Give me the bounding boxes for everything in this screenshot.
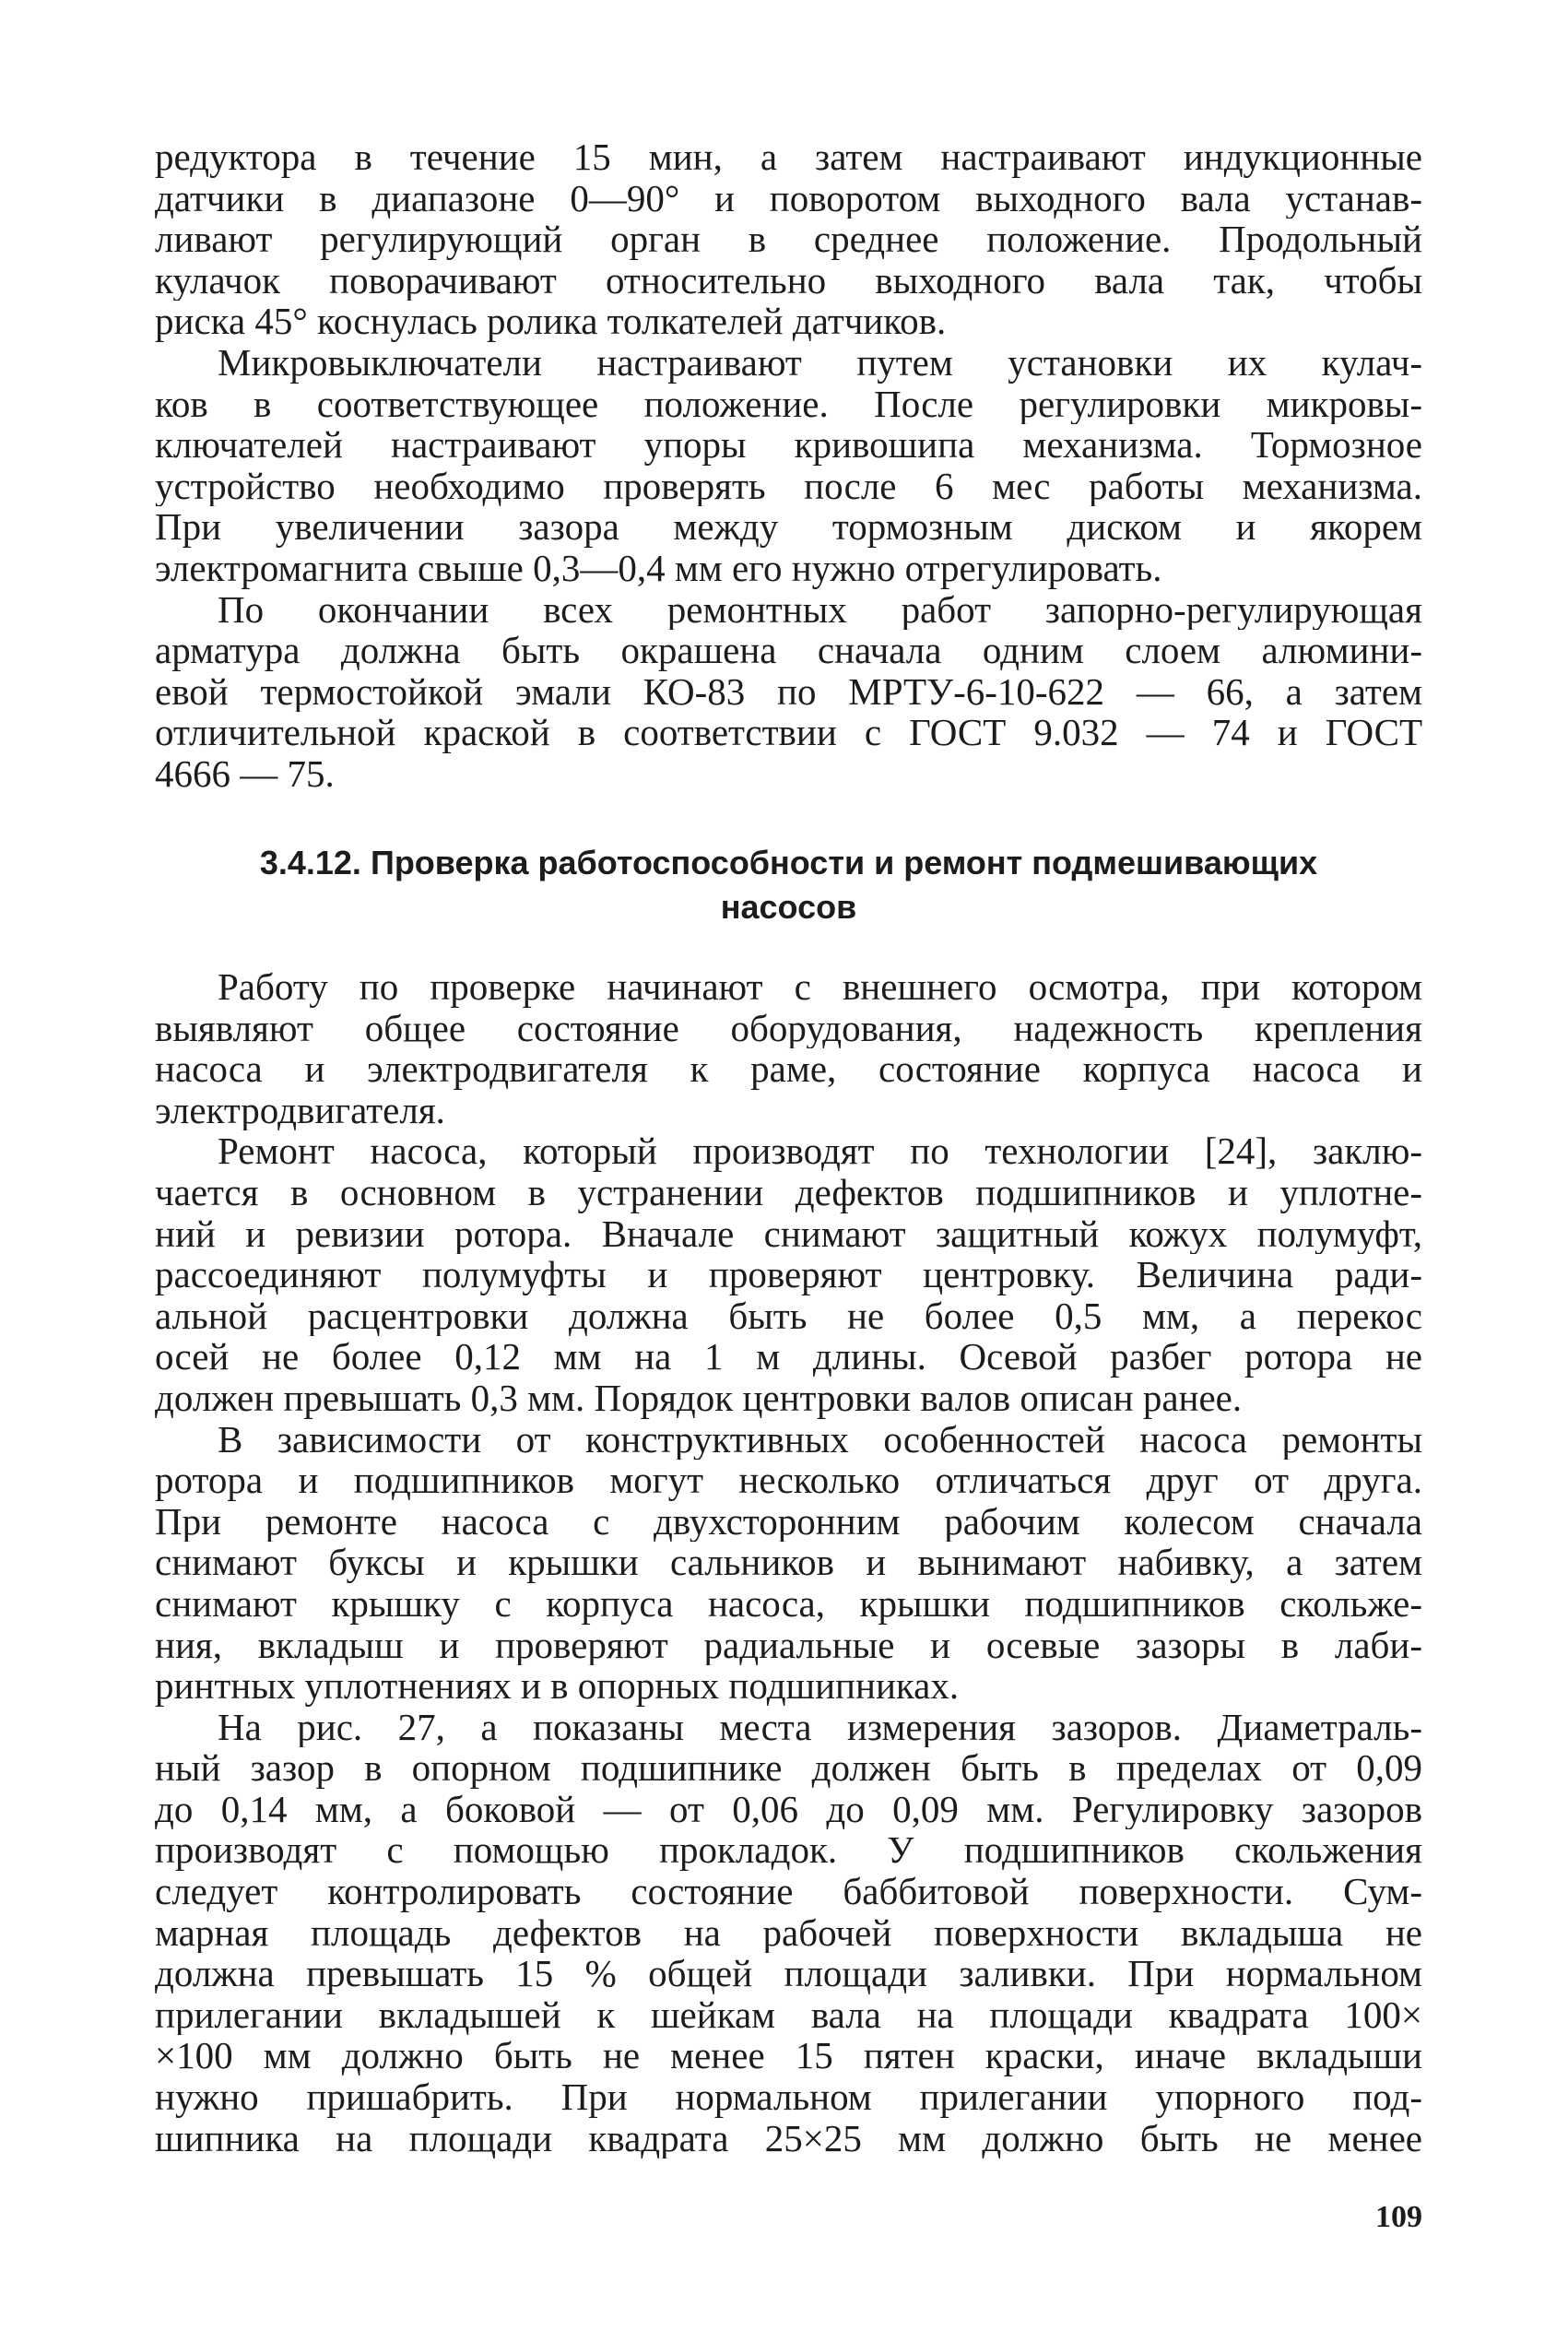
paragraph [155,1419,1422,1707]
section-heading-line: насосов [720,888,857,926]
text-line: На рис. 27, а показаны места измерения зазоров. Диаметраль- [218,1706,1422,1748]
text-line: выявляют общее состояние оборудования, надежность крепления [155,1007,1422,1049]
text-line: альной расцентровки должна быть не более 0,5 мм, а перекос [155,1295,1422,1337]
text-line: чается в основном в устранении дефектов подшипников и уплотне- [155,1171,1422,1213]
paragraph [155,342,1422,589]
text-line: кулачок поворачивают относительно выходного вала так, чтобы [155,259,1422,302]
paragraph [155,1130,1422,1418]
text-line: до 0,14 мм, а боковой — от 0,06 до 0,09 мм. Регулировку зазоров [155,1788,1422,1830]
text-line: В зависимости от конструктивных особенностей насоса ремонты [218,1418,1422,1461]
text-line: должен превышать 0,3 мм. Порядок центровки валов описан ранее. [155,1377,1243,1419]
section-heading-line: 3.4.12. Проверка работоспособности и ремонт подмешивающих [259,844,1318,881]
text-line: Микровыключатели настраивают путем установки их кулач- [218,341,1422,384]
text-line: евой термостойкой эмали КО-83 по МРТУ-6-10-622 — 66, а затем [155,670,1422,713]
paragraph [155,1707,1422,2159]
text-line: ный зазор в опорном подшипнике должен быть в пределах от 0,09 [155,1747,1422,1789]
bottom-text-block [155,966,1422,2159]
text-line: редуктора в течение 15 мин, а затем настраивают индукционные [155,136,1422,178]
text-line: рассоединяют полумуфты и проверяют центровку. Величина ради- [155,1254,1422,1295]
text-line: осей не более 0,12 мм на 1 м длины. Осевой разбег ротора не [155,1336,1422,1378]
text-line: снимают буксы и крышки сальников и вынимают набивку, а затем [155,1542,1422,1583]
text-line: 4666 — 75. [155,752,335,795]
text-line: По окончании всех ремонтных работ запорно-регулирующая [218,588,1422,631]
text-line: риска 45° коснулась ролика толкателей датчиков. [155,301,947,342]
text-line: арматура должна быть окрашена сначала одним слоем алюмини- [155,630,1422,671]
text-line: снимают крышку с корпуса насоса, крышки подшипников скольже- [155,1582,1422,1625]
text-line: ринтных уплотнениях и в опорных подшипниках. [155,1665,960,1707]
text-line: ний и ревизии ротора. Вначале снимают защитный кожух полумуфт, [155,1212,1422,1255]
paragraph [155,966,1422,1130]
text-line: При ремонте насоса с двухсторонним рабочим колесом сначала [155,1500,1422,1543]
text-line: ния, вкладыш и проверяют радиальные и осевые зазоры в лаби- [155,1624,1422,1666]
text-line: прилегании вкладышей к шейкам вала на площади квадрата 100× [155,1993,1422,2036]
page-number: 109 [1375,2200,1422,2234]
top-text-block [155,136,1422,795]
text-line: отличительной краской в соответствии с ГОСТ 9.032 — 74 и ГОСТ [155,712,1422,753]
text-line: производят с помощью прокладок. У подшипников скольжения [155,1829,1422,1872]
section-heading [155,841,1422,929]
text-line: При увеличении зазора между тормозным диском и якорем [155,506,1422,548]
text-line: Ремонт насоса, который производят по технологии [24], заклю- [218,1130,1422,1172]
text-line: нужно пришабрить. При нормальном прилегании упорного под- [155,2076,1422,2118]
text-line: ливают регулирующий орган в среднее положение. Продольный [155,219,1422,260]
text-line: датчики в диапазоне 0—90° и поворотом выходного вала устанав- [155,177,1422,219]
text-line: устройство необходимо проверять после 6 мес работы механизма. [155,465,1422,507]
text-line: насоса и электродвигателя к раме, состояние корпуса насоса и [155,1048,1422,1090]
text-line: следует контролировать состояние баббитовой поверхности. Сум- [155,1871,1422,1912]
text-line: марная площадь дефектов на рабочей поверхности вкладыша не [155,1911,1422,1954]
text-line: ротора и подшипников могут несколько отличаться друг от друга. [155,1460,1422,1501]
text-line: должна превышать 15 % общей площади заливки. При нормальном [155,1953,1422,1994]
text-line: электромагнита свыше 0,3—0,4 мм его нужно отрегулировать. [155,547,1162,589]
text-line: ков в соответствующее положение. После регулировки микровы- [155,383,1422,425]
text-line: ×100 мм должно быть не менее 15 пятен краски, иначе вкладыши [155,2035,1422,2077]
text-line: ключателей настраивают упоры кривошипа механизма. Тормозное [155,424,1422,466]
text-line: шипника на площади квадрата 25×25 мм должно быть не менее [155,2117,1422,2159]
paragraph [155,136,1422,342]
text-line: Работу по проверке начинают с внешнего осмотра, при котором [218,966,1422,1008]
paragraph [155,589,1422,795]
text-line: электродвигателя. [155,1089,445,1131]
